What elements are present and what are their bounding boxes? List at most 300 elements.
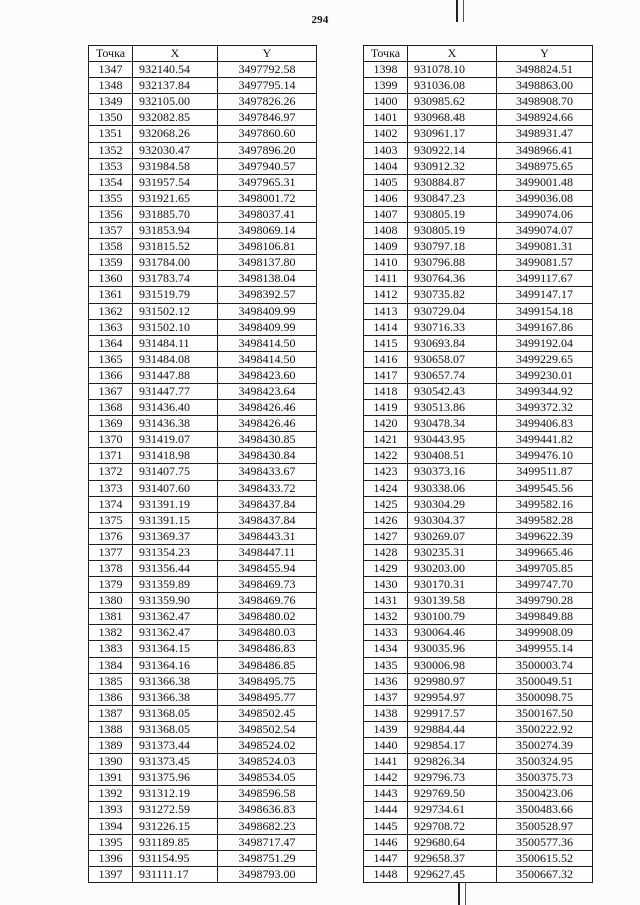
- cell-point: 1395: [89, 834, 133, 850]
- cell-y: 3499074.07: [497, 223, 593, 239]
- cell-y: 3498793.00: [218, 866, 317, 882]
- cell-point: 1348: [89, 78, 133, 94]
- cell-y: 3500483.66: [497, 802, 593, 818]
- table-row: [364, 303, 593, 319]
- cell-point: 1388: [89, 721, 133, 737]
- table-row: [89, 78, 317, 94]
- cell-point: 1442: [364, 770, 408, 786]
- cell-x: 930657.74: [408, 367, 497, 383]
- cell-point: 1366: [89, 367, 133, 383]
- cell-x: 929954.97: [408, 689, 497, 705]
- table-row: [364, 287, 593, 303]
- cell-point: 1393: [89, 802, 133, 818]
- table-row: [89, 416, 317, 432]
- table-row: [364, 641, 593, 657]
- cell-x: 931885.70: [133, 206, 218, 222]
- cell-point: 1361: [89, 287, 133, 303]
- cell-point: 1438: [364, 705, 408, 721]
- cell-point: 1387: [89, 705, 133, 721]
- cell-point: 1354: [89, 174, 133, 190]
- column-header-point: Точка: [89, 46, 133, 62]
- cell-point: 1400: [364, 94, 408, 110]
- cell-point: 1427: [364, 528, 408, 544]
- cell-point: 1444: [364, 802, 408, 818]
- table-row: [89, 818, 317, 834]
- table-body-left: [89, 62, 317, 883]
- cell-y: 3498486.83: [218, 641, 317, 657]
- cell-x: 930006.98: [408, 657, 497, 673]
- cell-x: 931354.23: [133, 544, 218, 560]
- cell-y: 3498524.02: [218, 738, 317, 754]
- cell-point: 1430: [364, 577, 408, 593]
- cell-point: 1421: [364, 432, 408, 448]
- table-row: [364, 802, 593, 818]
- cell-point: 1405: [364, 174, 408, 190]
- table-row: [364, 400, 593, 416]
- cell-x: 931502.10: [133, 319, 218, 335]
- cell-y: 3497860.60: [218, 126, 317, 142]
- cell-point: 1375: [89, 512, 133, 528]
- cell-point: 1407: [364, 206, 408, 222]
- cell-x: 931111.17: [133, 866, 218, 882]
- table-row: [89, 271, 317, 287]
- table-row: [89, 561, 317, 577]
- cell-point: 1448: [364, 866, 408, 882]
- cell-y: 3499081.57: [497, 255, 593, 271]
- cell-x: 931364.16: [133, 657, 218, 673]
- table-row: [89, 255, 317, 271]
- cell-x: 929769.50: [408, 786, 497, 802]
- cell-point: 1447: [364, 850, 408, 866]
- cell-point: 1363: [89, 319, 133, 335]
- cell-point: 1433: [364, 625, 408, 641]
- cell-x: 930269.07: [408, 528, 497, 544]
- cell-y: 3498409.99: [218, 319, 317, 335]
- cell-y: 3498495.75: [218, 673, 317, 689]
- cell-point: 1434: [364, 641, 408, 657]
- table-row: [89, 335, 317, 351]
- cell-x: 929796.73: [408, 770, 497, 786]
- table-row: [364, 561, 593, 577]
- cell-x: 931853.94: [133, 223, 218, 239]
- table-row: [364, 544, 593, 560]
- cell-point: 1386: [89, 689, 133, 705]
- cell-y: 3498455.94: [218, 561, 317, 577]
- cell-point: 1357: [89, 223, 133, 239]
- cell-x: 929980.97: [408, 673, 497, 689]
- cell-point: 1374: [89, 496, 133, 512]
- cell-y: 3499955.14: [497, 641, 593, 657]
- cell-y: 3498137.80: [218, 255, 317, 271]
- cell-x: 930805.19: [408, 206, 497, 222]
- cell-point: 1390: [89, 754, 133, 770]
- cell-point: 1426: [364, 512, 408, 528]
- cell-x: 930100.79: [408, 609, 497, 625]
- table-row: [364, 142, 593, 158]
- cell-y: 3499582.16: [497, 496, 593, 512]
- cell-point: 1411: [364, 271, 408, 287]
- table-row: [364, 754, 593, 770]
- table-row: [89, 528, 317, 544]
- cell-x: 931359.90: [133, 593, 218, 609]
- table-row: [89, 544, 317, 560]
- cell-x: 931957.54: [133, 174, 218, 190]
- table-row: [89, 866, 317, 882]
- cell-x: 930912.32: [408, 158, 497, 174]
- cell-point: 1440: [364, 738, 408, 754]
- table-row: [89, 593, 317, 609]
- cell-x: 930139.58: [408, 593, 497, 609]
- cell-y: 3499406.83: [497, 416, 593, 432]
- cell-point: 1398: [364, 62, 408, 78]
- table-row: [364, 335, 593, 351]
- cell-y: 3499622.39: [497, 528, 593, 544]
- cell-point: 1396: [89, 850, 133, 866]
- cell-x: 930735.82: [408, 287, 497, 303]
- table-row: [364, 464, 593, 480]
- table-row: [364, 432, 593, 448]
- table-row: [89, 512, 317, 528]
- cell-x: 930884.87: [408, 174, 497, 190]
- cell-point: 1408: [364, 223, 408, 239]
- cell-x: 932140.54: [133, 62, 218, 78]
- cell-point: 1382: [89, 625, 133, 641]
- cell-y: 3498437.84: [218, 512, 317, 528]
- cell-point: 1377: [89, 544, 133, 560]
- table-row: [89, 754, 317, 770]
- table-row: [89, 802, 317, 818]
- cell-point: 1399: [364, 78, 408, 94]
- cell-x: 931368.05: [133, 705, 218, 721]
- cell-x: 930170.31: [408, 577, 497, 593]
- table-row: [364, 834, 593, 850]
- cell-x: 931154.95: [133, 850, 218, 866]
- cell-point: 1360: [89, 271, 133, 287]
- cell-x: 931391.19: [133, 496, 218, 512]
- cell-point: 1365: [89, 351, 133, 367]
- cell-y: 3498138.04: [218, 271, 317, 287]
- cell-y: 3498495.77: [218, 689, 317, 705]
- cell-x: 931984.58: [133, 158, 218, 174]
- cell-x: 931436.38: [133, 416, 218, 432]
- table-row: [364, 593, 593, 609]
- table-row: [364, 480, 593, 496]
- cell-point: 1415: [364, 335, 408, 351]
- table-row: [89, 367, 317, 383]
- cell-point: 1358: [89, 239, 133, 255]
- table-row: [364, 448, 593, 464]
- cell-y: 3498924.66: [497, 110, 593, 126]
- cell-y: 3498975.65: [497, 158, 593, 174]
- table-row: [364, 223, 593, 239]
- table-row: [89, 94, 317, 110]
- cell-x: 932137.84: [133, 78, 218, 94]
- cell-point: 1369: [89, 416, 133, 432]
- cell-x: 931418.98: [133, 448, 218, 464]
- table-row: [364, 609, 593, 625]
- cell-y: 3498069.14: [218, 223, 317, 239]
- cell-x: 930729.04: [408, 303, 497, 319]
- cell-y: 3499147.17: [497, 287, 593, 303]
- cell-x: 931921.65: [133, 190, 218, 206]
- cell-point: 1443: [364, 786, 408, 802]
- cell-x: 931784.00: [133, 255, 218, 271]
- cell-point: 1350: [89, 110, 133, 126]
- cell-y: 3498430.84: [218, 448, 317, 464]
- cell-point: 1392: [89, 786, 133, 802]
- cell-x: 929734.61: [408, 802, 497, 818]
- cell-x: 930796.88: [408, 255, 497, 271]
- table-header-row: [89, 46, 317, 62]
- cell-x: 932030.47: [133, 142, 218, 158]
- cell-x: 931375.96: [133, 770, 218, 786]
- cell-point: 1402: [364, 126, 408, 142]
- table-row: [364, 367, 593, 383]
- table-row: [364, 721, 593, 737]
- cell-point: 1404: [364, 158, 408, 174]
- column-header-point: Точка: [364, 46, 408, 62]
- cell-x: 930513.86: [408, 400, 497, 416]
- cell-y: 3500003.74: [497, 657, 593, 673]
- cell-y: 3499167.86: [497, 319, 593, 335]
- cell-y: 3500528.97: [497, 818, 593, 834]
- cell-y: 3498426.46: [218, 416, 317, 432]
- cell-y: 3499441.82: [497, 432, 593, 448]
- table-row: [364, 786, 593, 802]
- cell-y: 3498430.85: [218, 432, 317, 448]
- table-row: [89, 287, 317, 303]
- cell-y: 3498423.60: [218, 367, 317, 383]
- column-header-y: Y: [218, 46, 317, 62]
- cell-y: 3498443.31: [218, 528, 317, 544]
- table-row: [364, 126, 593, 142]
- cell-x: 930443.95: [408, 432, 497, 448]
- coordinates-table-right: [363, 45, 593, 883]
- cell-x: 930064.46: [408, 625, 497, 641]
- cell-x: 931447.77: [133, 383, 218, 399]
- cell-x: 931189.85: [133, 834, 218, 850]
- cell-y: 3499230.01: [497, 367, 593, 383]
- cell-y: 3498447.11: [218, 544, 317, 560]
- cell-y: 3498423.64: [218, 383, 317, 399]
- cell-point: 1351: [89, 126, 133, 142]
- cell-y: 3497792.58: [218, 62, 317, 78]
- table-row: [364, 110, 593, 126]
- cell-y: 3498596.58: [218, 786, 317, 802]
- cell-y: 3499117.67: [497, 271, 593, 287]
- cell-y: 3498908.70: [497, 94, 593, 110]
- cell-y: 3498392.57: [218, 287, 317, 303]
- table-row: [364, 319, 593, 335]
- cell-point: 1347: [89, 62, 133, 78]
- table-row: [89, 126, 317, 142]
- page-number: 294: [311, 14, 329, 26]
- table-row: [364, 738, 593, 754]
- table-row: [364, 62, 593, 78]
- table-row: [364, 577, 593, 593]
- cell-point: 1364: [89, 335, 133, 351]
- table-row: [89, 496, 317, 512]
- cell-point: 1417: [364, 367, 408, 383]
- cell-y: 3500274.39: [497, 738, 593, 754]
- cell-y: 3499582.28: [497, 512, 593, 528]
- cell-y: 3498106.81: [218, 239, 317, 255]
- table-row: [89, 400, 317, 416]
- cell-point: 1437: [364, 689, 408, 705]
- table-row: [364, 271, 593, 287]
- column-header-y: Y: [497, 46, 593, 62]
- cell-x: 931078.10: [408, 62, 497, 78]
- cell-point: 1423: [364, 464, 408, 480]
- table-row: [89, 705, 317, 721]
- table-row: [364, 174, 593, 190]
- cell-point: 1418: [364, 383, 408, 399]
- table-row: [364, 625, 593, 641]
- cell-point: 1413: [364, 303, 408, 319]
- cell-x: 930035.96: [408, 641, 497, 657]
- cell-x: 929917.57: [408, 705, 497, 721]
- cell-y: 3499081.31: [497, 239, 593, 255]
- cell-point: 1445: [364, 818, 408, 834]
- cell-point: 1379: [89, 577, 133, 593]
- cell-y: 3499747.70: [497, 577, 593, 593]
- table-row: [364, 351, 593, 367]
- cell-x: 931815.52: [133, 239, 218, 255]
- table-row: [89, 448, 317, 464]
- cell-x: 930304.29: [408, 496, 497, 512]
- cell-x: 930805.19: [408, 223, 497, 239]
- cell-point: 1401: [364, 110, 408, 126]
- cell-y: 3499705.85: [497, 561, 593, 577]
- cell-x: 930203.00: [408, 561, 497, 577]
- cell-y: 3498636.83: [218, 802, 317, 818]
- table-row: [364, 512, 593, 528]
- table-row: [364, 673, 593, 689]
- cell-y: 3498524.03: [218, 754, 317, 770]
- table-row: [89, 158, 317, 174]
- cell-y: 3498414.50: [218, 351, 317, 367]
- cell-x: 931484.08: [133, 351, 218, 367]
- cell-x: 932105.00: [133, 94, 218, 110]
- cell-point: 1406: [364, 190, 408, 206]
- cell-x: 931366.38: [133, 673, 218, 689]
- cell-point: 1424: [364, 480, 408, 496]
- cell-y: 3498717.47: [218, 834, 317, 850]
- cell-y: 3499344.92: [497, 383, 593, 399]
- cell-y: 3499790.28: [497, 593, 593, 609]
- cell-x: 931391.15: [133, 512, 218, 528]
- cell-y: 3498863.00: [497, 78, 593, 94]
- cell-x: 929627.45: [408, 866, 497, 882]
- table-row: [364, 158, 593, 174]
- cell-x: 931312.19: [133, 786, 218, 802]
- cell-y: 3498469.73: [218, 577, 317, 593]
- cell-x: 931272.59: [133, 802, 218, 818]
- cell-x: 931366.38: [133, 689, 218, 705]
- cell-x: 930716.33: [408, 319, 497, 335]
- cell-y: 3499154.18: [497, 303, 593, 319]
- column-header-x: X: [408, 46, 497, 62]
- table-row: [89, 190, 317, 206]
- table-row: [364, 689, 593, 705]
- cell-point: 1389: [89, 738, 133, 754]
- cell-y: 3498502.54: [218, 721, 317, 737]
- cell-point: 1431: [364, 593, 408, 609]
- cell-x: 930478.34: [408, 416, 497, 432]
- cell-x: 931407.75: [133, 464, 218, 480]
- cell-x: 929680.64: [408, 834, 497, 850]
- cell-x: 931356.44: [133, 561, 218, 577]
- table-row: [89, 110, 317, 126]
- cell-y: 3498409.99: [218, 303, 317, 319]
- cell-y: 3499192.04: [497, 335, 593, 351]
- cell-point: 1432: [364, 609, 408, 625]
- cell-y: 3499908.09: [497, 625, 593, 641]
- cell-point: 1409: [364, 239, 408, 255]
- cell-x: 930922.14: [408, 142, 497, 158]
- cell-point: 1416: [364, 351, 408, 367]
- cell-x: 930764.36: [408, 271, 497, 287]
- cell-y: 3500423.06: [497, 786, 593, 802]
- table-row: [89, 834, 317, 850]
- cell-point: 1429: [364, 561, 408, 577]
- cell-x: 930373.16: [408, 464, 497, 480]
- cell-x: 931368.05: [133, 721, 218, 737]
- cell-x: 930847.23: [408, 190, 497, 206]
- cell-x: 931364.15: [133, 641, 218, 657]
- table-row: [364, 78, 593, 94]
- cell-x: 929708.72: [408, 818, 497, 834]
- table-row: [89, 657, 317, 673]
- cell-x: 931373.44: [133, 738, 218, 754]
- cell-point: 1414: [364, 319, 408, 335]
- cell-y: 3498502.45: [218, 705, 317, 721]
- cell-x: 931419.07: [133, 432, 218, 448]
- cell-x: 931036.08: [408, 78, 497, 94]
- cell-x: 931369.37: [133, 528, 218, 544]
- cell-point: 1428: [364, 544, 408, 560]
- cell-y: 3498534.05: [218, 770, 317, 786]
- cell-y: 3497940.57: [218, 158, 317, 174]
- cell-y: 3498001.72: [218, 190, 317, 206]
- cell-y: 3498824.51: [497, 62, 593, 78]
- cell-y: 3498414.50: [218, 335, 317, 351]
- table-row: [89, 786, 317, 802]
- table-row: [89, 689, 317, 705]
- cell-y: 3499229.65: [497, 351, 593, 367]
- table-row: [89, 464, 317, 480]
- table-row: [364, 239, 593, 255]
- table-row: [89, 319, 317, 335]
- table-row: [364, 206, 593, 222]
- cell-y: 3498480.02: [218, 609, 317, 625]
- table-row: [89, 577, 317, 593]
- cell-y: 3499036.08: [497, 190, 593, 206]
- cell-y: 3497965.31: [218, 174, 317, 190]
- cell-y: 3500049.51: [497, 673, 593, 689]
- table-row: [89, 303, 317, 319]
- cell-x: 930985.62: [408, 94, 497, 110]
- table-row: [364, 255, 593, 271]
- cell-point: 1410: [364, 255, 408, 271]
- cell-y: 3499665.46: [497, 544, 593, 560]
- cell-point: 1362: [89, 303, 133, 319]
- table-row: [89, 721, 317, 737]
- table-row: [364, 866, 593, 882]
- cell-point: 1372: [89, 464, 133, 480]
- table-row: [364, 416, 593, 432]
- cell-x: 929884.44: [408, 721, 497, 737]
